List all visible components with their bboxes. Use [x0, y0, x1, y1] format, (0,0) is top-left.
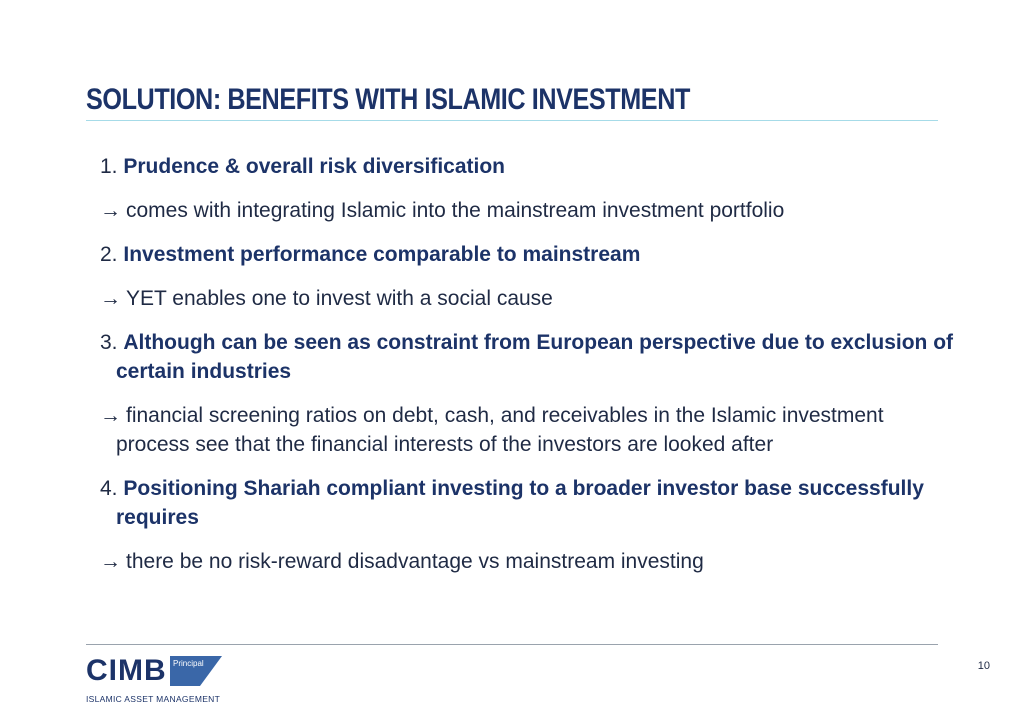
benefit-detail-4: [100, 547, 960, 576]
logo-mark-label: Principal: [173, 659, 204, 668]
slide-title: SOLUTION: BENEFITS WITH ISLAMIC INVESTMENT: [86, 83, 690, 116]
item-number: 1.: [100, 155, 124, 178]
item-text: YET enables one to invest with a social cause: [126, 287, 553, 310]
right-arrow-icon: →: [100, 287, 121, 310]
benefit-heading-1: [100, 152, 960, 181]
principal-flag-icon: [170, 656, 222, 686]
benefit-detail-3: [100, 401, 960, 459]
benefit-detail-1: [100, 196, 960, 225]
item-number: 4.: [100, 477, 124, 500]
title-divider: [86, 120, 938, 121]
logo-subtitle: ISLAMIC ASSET MANAGEMENT: [86, 694, 221, 704]
right-arrow-icon: →: [100, 199, 121, 222]
benefit-heading-3: [100, 328, 960, 386]
item-text: financial screening ratios on debt, cash, and receivables in the Islamic investment process see that the financial interests of the investors are looked after: [116, 404, 884, 456]
benefit-heading-2: [100, 240, 960, 269]
right-arrow-icon: →: [100, 550, 121, 573]
item-number: 3.: [100, 331, 124, 354]
right-arrow-icon: →: [100, 404, 121, 427]
footer-divider: [86, 644, 938, 645]
item-text: Investment performance comparable to mainstream: [123, 243, 641, 266]
item-number: 2.: [100, 243, 124, 266]
benefit-heading-4: [100, 474, 960, 532]
benefits-list: [100, 152, 960, 591]
item-text: Positioning Shariah compliant investing to a broader investor base successfully requires: [116, 477, 924, 529]
item-text: Although can be seen as constraint from European perspective due to exclusion of certain industries: [116, 331, 954, 383]
page-number: 10: [977, 660, 990, 672]
item-text: there be no risk-reward disadvantage vs mainstream investing: [126, 550, 704, 573]
logo-wordmark: CIMB: [86, 654, 167, 687]
item-text: Prudence & overall risk diversification: [123, 155, 506, 178]
benefit-detail-2: [100, 284, 960, 313]
cimb-logo: [86, 654, 306, 710]
item-text: comes with integrating Islamic into the mainstream investment portfolio: [126, 199, 785, 222]
